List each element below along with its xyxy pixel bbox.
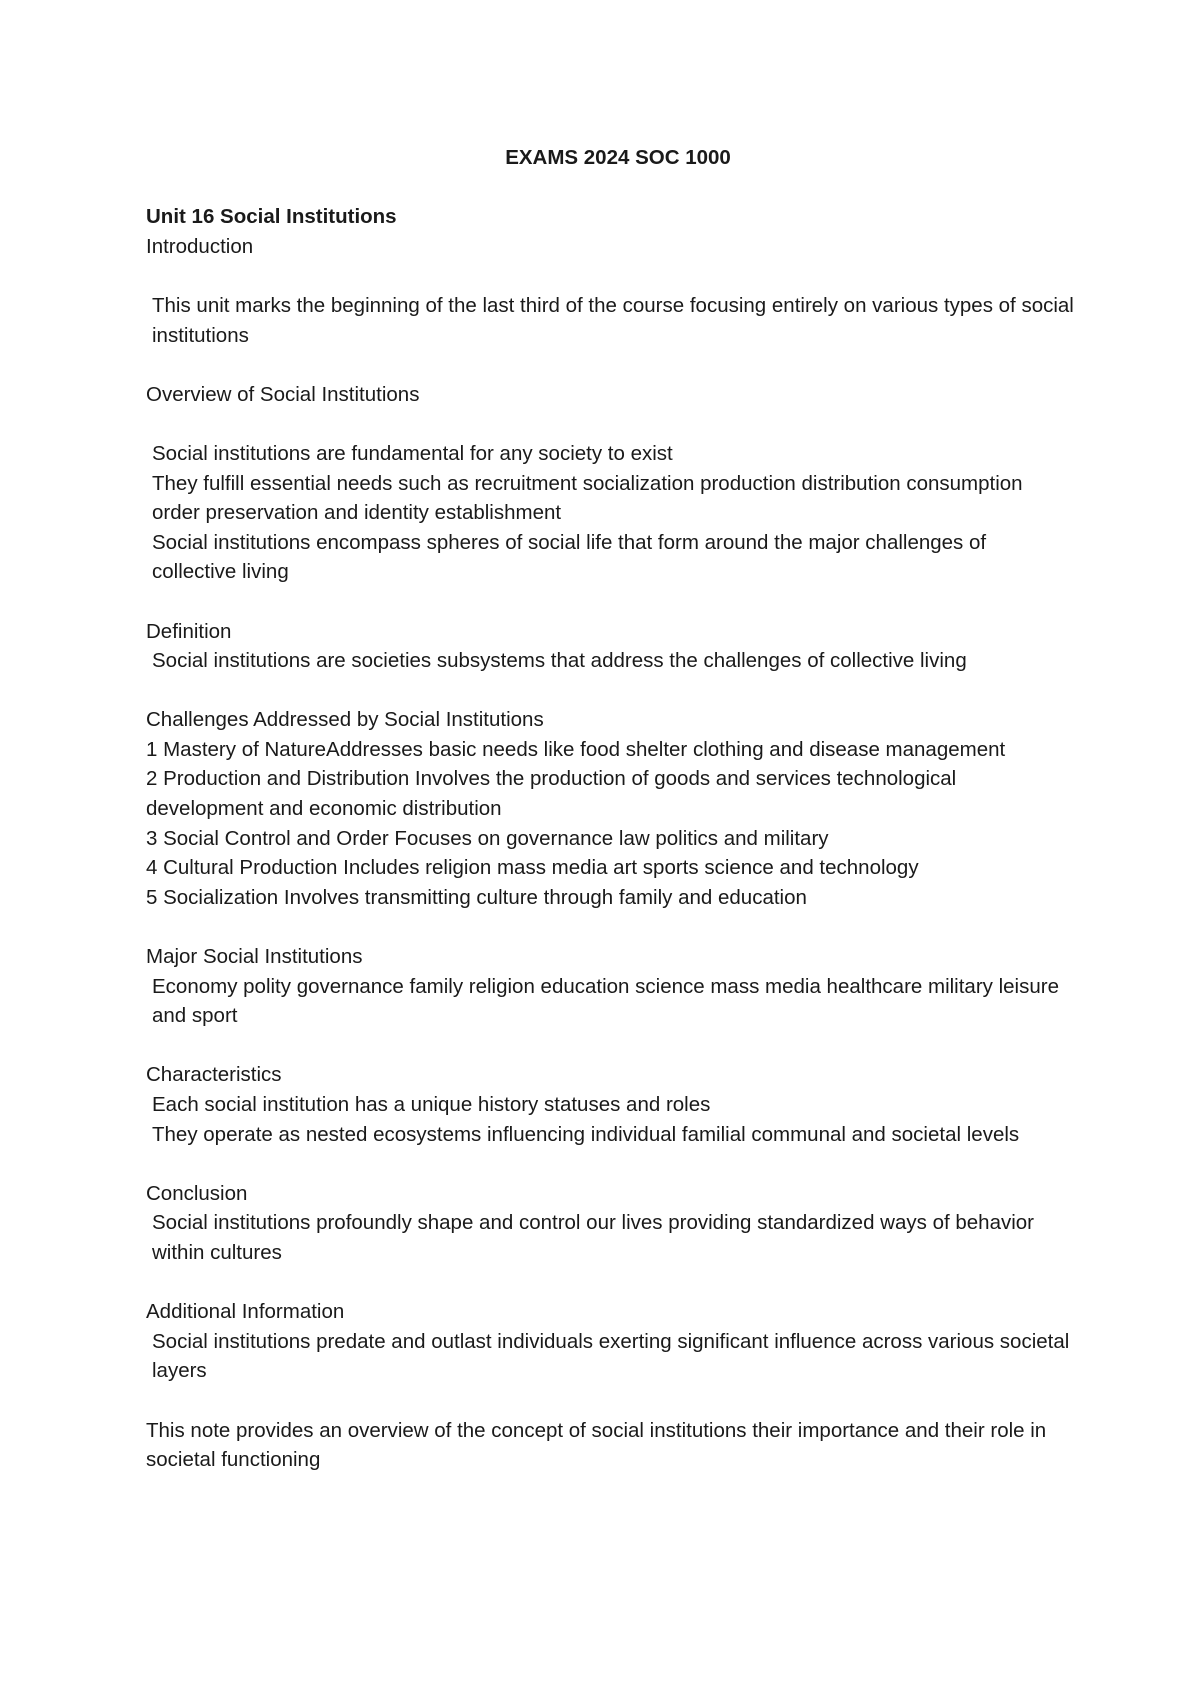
spacer [146, 1149, 1076, 1179]
introduction-heading: Introduction [146, 234, 254, 258]
overview-item: Social institutions are fundamental for any society to exist [152, 441, 673, 465]
challenge-item: 3 Social Control and Order Focuses on governance law politics and military [146, 826, 829, 850]
definition-text: Social institutions are societies subsystems that address the challenges of collective living [152, 649, 967, 673]
definition-heading: Definition [146, 619, 232, 643]
closing-note: This note provides an overview of the concept of social institutions their importance and their role in societal functioning [146, 1418, 1047, 1472]
overview-heading: Overview of Social Institutions [146, 382, 420, 406]
spacer [146, 912, 1076, 942]
spacer [146, 1386, 1076, 1416]
additional-heading: Additional Information [146, 1300, 345, 1324]
overview-item: They fulfill essential needs such as recruitment socialization production distribution consumption order preservation and identity establishment [152, 471, 1023, 525]
major-text: Economy polity governance family religion education science mass media healthcare military leisure and sport [152, 974, 1059, 1028]
spacer [146, 1268, 1076, 1298]
overview-item: Social institutions encompass spheres of social life that form around the major challenges of collective living [152, 530, 987, 584]
characteristics-item: They operate as nested ecosystems influencing individual familial communal and societal levels [152, 1122, 1020, 1146]
challenge-item: 4 Cultural Production Includes religion mass media art sports science and technology [146, 856, 919, 880]
spacer [146, 1031, 1076, 1061]
unit-title: Unit 16 Social Institutions [146, 205, 397, 229]
characteristics-item: Each social institution has a unique history statuses and roles [152, 1093, 711, 1116]
document-content [146, 143, 1076, 1475]
spacer [146, 587, 1076, 617]
characteristics-heading: Characteristics [146, 1063, 282, 1087]
challenge-item: 1 Mastery of NatureAddresses basic needs like food shelter clothing and disease management [146, 737, 1006, 761]
introduction-text: This unit marks the beginning of the last third of the course focusing entirely on various types of social institutions [152, 293, 1074, 347]
challenges-heading: Challenges Addressed by Social Institutions [146, 708, 544, 732]
document-title: EXAMS 2024 SOC 1000 [505, 146, 731, 169]
additional-text: Social institutions predate and outlast individuals exerting significant influence across various societal layers [152, 1329, 1070, 1383]
conclusion-text: Social institutions profoundly shape and control our lives providing standardized ways of behavior within cultures [152, 1211, 1035, 1264]
major-heading: Major Social Institutions [146, 945, 363, 969]
challenge-item: 2 Production and Distribution Involves the production of goods and services technological development and economic distribution [146, 767, 957, 821]
spacer [146, 676, 1076, 706]
spacer [146, 409, 1076, 439]
conclusion-heading: Conclusion [146, 1181, 248, 1205]
spacer [146, 261, 1076, 291]
spacer [146, 350, 1076, 380]
challenge-item: 5 Socialization Involves transmitting culture through family and education [146, 885, 807, 909]
